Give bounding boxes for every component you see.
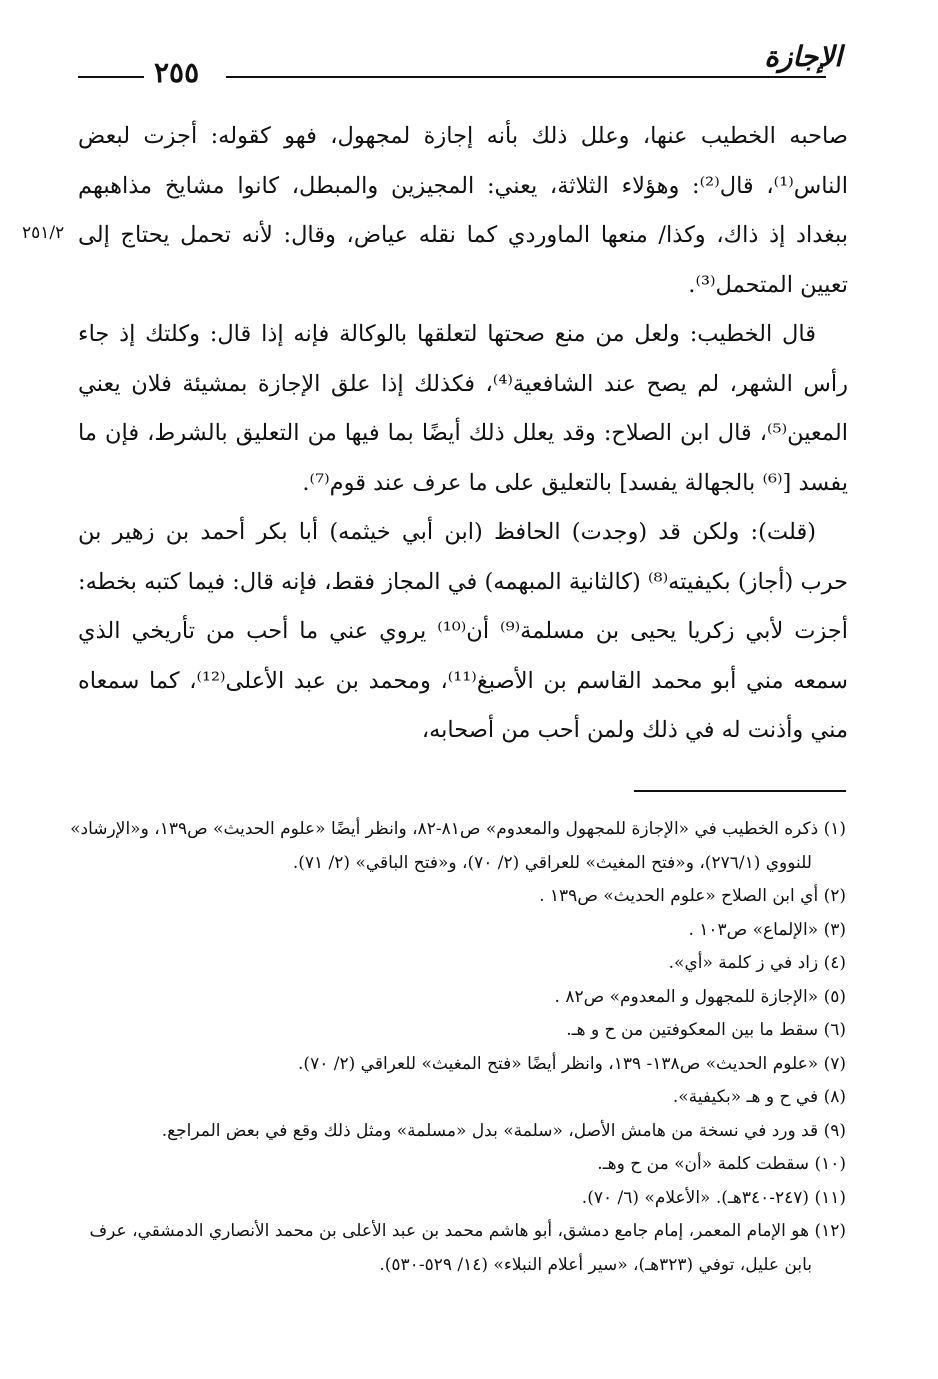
- footnote: (١) ذكره الخطيب في «الإجازة للمجهول والمعدوم» ص٨١-٨٢، وانظر أيضًا «علوم الحديث» ص١٣٩، و«الإرشاد» للنووي (٢٧٦/١)، و«فتح المغيث» للعراقي (٢/ ٧٠)، و«فتح الباقي» (٢/ ٧١).: [70, 819, 846, 873]
- section-title: الإجازة: [764, 40, 842, 73]
- page-number: ٢٥٥: [154, 56, 200, 89]
- footnote: (٥) «الإجازة للمجهول و المعدوم» ص٨٢ .: [554, 986, 846, 1007]
- footnote: (٢) أي ابن الصلاح «علوم الحديث» ص١٣٩ .: [539, 886, 846, 906]
- page-header: [0, 36, 938, 96]
- margin-page-reference: ٢٥١/٢: [22, 223, 65, 243]
- paragraph: صاحبه الخطيب عنها، وعلل ذلك بأنه إجازة لمجهول، فهو كقوله: أجزت لبعض الناس⁽¹⁾، قال⁽²⁾: وهؤلاء الثلاثة، يعني: المجيزين والمبطل، كانوا مشايخ مذاهبهم ببغداد إذ ذاك، وكذا/ منعها الماوردي كما نقله عياض، وقال: لأنه تحمل يحتاج إلى تعيين المتحمل⁽³⁾.: [78, 123, 848, 298]
- footnote: (١٢) هو الإمام المعمر، إمام جامع دمشق، أبو هاشم محمد بن عبد الأعلى بن محمد الأنصاري الدمشقي، عرف بابن عليل، توفي (٣٢٣هـ)، «سير أعلام النبلاء» (١٤/ ٥٢٩-٥٣٠).: [89, 1221, 846, 1275]
- footnote: (١٠) سقطت كلمة «أن» من ح وهـ.: [597, 1154, 846, 1174]
- footnote-separator: [634, 790, 846, 792]
- main-text: [78, 112, 848, 756]
- footnote: (٨) في ح و هـ «بكيفية».: [672, 1087, 846, 1107]
- footnote: (١١) (٢٤٧-٣٤٠هـ). «الأعلام» (٦/ ٧٠).: [581, 1187, 846, 1208]
- header-rule: [226, 76, 826, 78]
- footnote: (٦) سقط ما بين المعكوفتين من ح و هـ.: [566, 1020, 846, 1040]
- paragraph: قال الخطيب: ولعل من منع صحتها لتعلقها بالوكالة فإنه إذا قال: وكلتك إذ جاء رأس الشهر، لم يصح عند الشافعية⁽⁴⁾، فكذلك إذا علق الإجازة بمشيئة فلان يعني المعين⁽⁵⁾، قال ابن الصلاح: وقد يعلل ذلك أيضًا بما فيها من التعليق بالشرط، فإن ما يفسد [⁽⁶⁾ بالجهالة يفسد] بالتعليق على ما عرف عند قوم⁽⁷⁾.: [78, 321, 848, 496]
- footnote: (٩) قد ورد في نسخة من هامش الأصل، «سلمة» بدل «مسلمة» ومثل ذلك وقع في بعض المراجع.: [161, 1120, 846, 1141]
- footnotes: [60, 813, 846, 1282]
- footnote: (٣) «الإلماع» ص١٠٣ .: [688, 919, 846, 940]
- footnote: (٧) «علوم الحديث» ص١٣٨- ١٣٩، وانظر أيضًا «فتح المغيث» للعراقي (٢/ ٧٠).: [298, 1053, 846, 1074]
- paragraph: (قلت): ولكن قد (وجدت) الحافظ (ابن أبي خيثمه) أبا بكر أحمد بن زهير بن حرب (أجاز) بكيفيته⁽⁸⁾ (كالثانية المبهمه) في المجاز فقط، فإنه قال: فيما كتبه بخطه: أجزت لأبي زكريا يحيى بن مسلمة⁽⁹⁾ أن⁽¹⁰⁾ يروي عني ما أحب من تأريخي الذي سمعه مني أبو محمد القاسم بن الأصبغ⁽¹¹⁾، ومحمد بن عبد الأعلى⁽¹²⁾، كما سمعاه مني وأذنت له في ذلك ولمن أحب من أصحابه،: [78, 519, 849, 743]
- footnote: (٤) زاد في ز كلمة «أي».: [668, 953, 846, 973]
- header-rule-short: [78, 76, 144, 78]
